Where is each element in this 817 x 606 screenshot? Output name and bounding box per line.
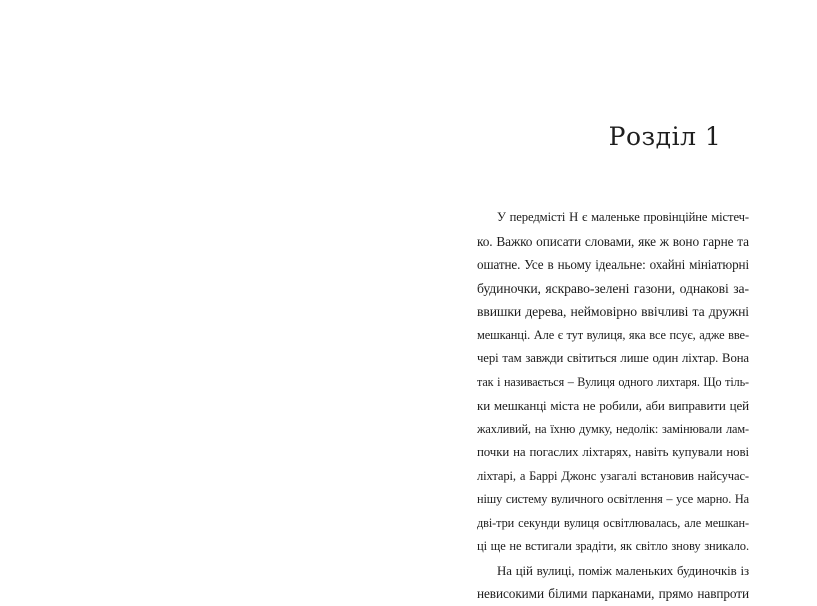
text-line: ошатне. Усе в ньому ідеальне: охайні мініатюрні (477, 257, 749, 272)
text-line: На цій вулиці, поміж маленьких будиночків із (497, 562, 749, 578)
text-line: будиночки, яскраво-зелені газони, однакові за- (477, 280, 749, 296)
right-page (408, 0, 817, 600)
left-page-blank (0, 0, 408, 600)
text-line: ліхтарі, а Баррі Джонс узагалі встановив найсучас- (477, 468, 749, 483)
text-line: чері там завжди світиться лише один ліхтар. Вона (477, 351, 749, 365)
text-line: ко. Важко описати словами, яке ж воно гарне та (477, 233, 749, 249)
text-line: нішу систему вуличного освітлення – усе марно. На (477, 492, 749, 506)
text-line: ці ще не встигали зрадіти, як світло знову зникало. (477, 539, 749, 553)
text-line: так і називається – Вулиця одного лихтаря. Що тіль- (477, 374, 749, 389)
text-line: жахливий, на їхню думку, недолік: замінювали лам- (477, 421, 749, 436)
text-line: дві-три секунди вулиця освітлювалась, але мешкан- (477, 515, 749, 530)
chapter-body-text (477, 206, 749, 606)
text-line: ввишки дерева, неймовірно ввічливі та дружні (477, 304, 749, 319)
text-line: невисокими білими парканами, прямо навпроти (477, 586, 749, 601)
text-line: почки на погаслих ліхтарях, навіть купували нові (477, 445, 749, 459)
chapter-title: Розділ 1 (608, 122, 722, 151)
text-line: мешканці. Але є тут вулиця, яка все псує, адже вве- (477, 327, 749, 342)
text-line: У передмісті Н є маленьке провінційне містеч- (497, 210, 749, 224)
text-line: ки мешканці міста не робили, аби виправити цей (477, 398, 749, 413)
